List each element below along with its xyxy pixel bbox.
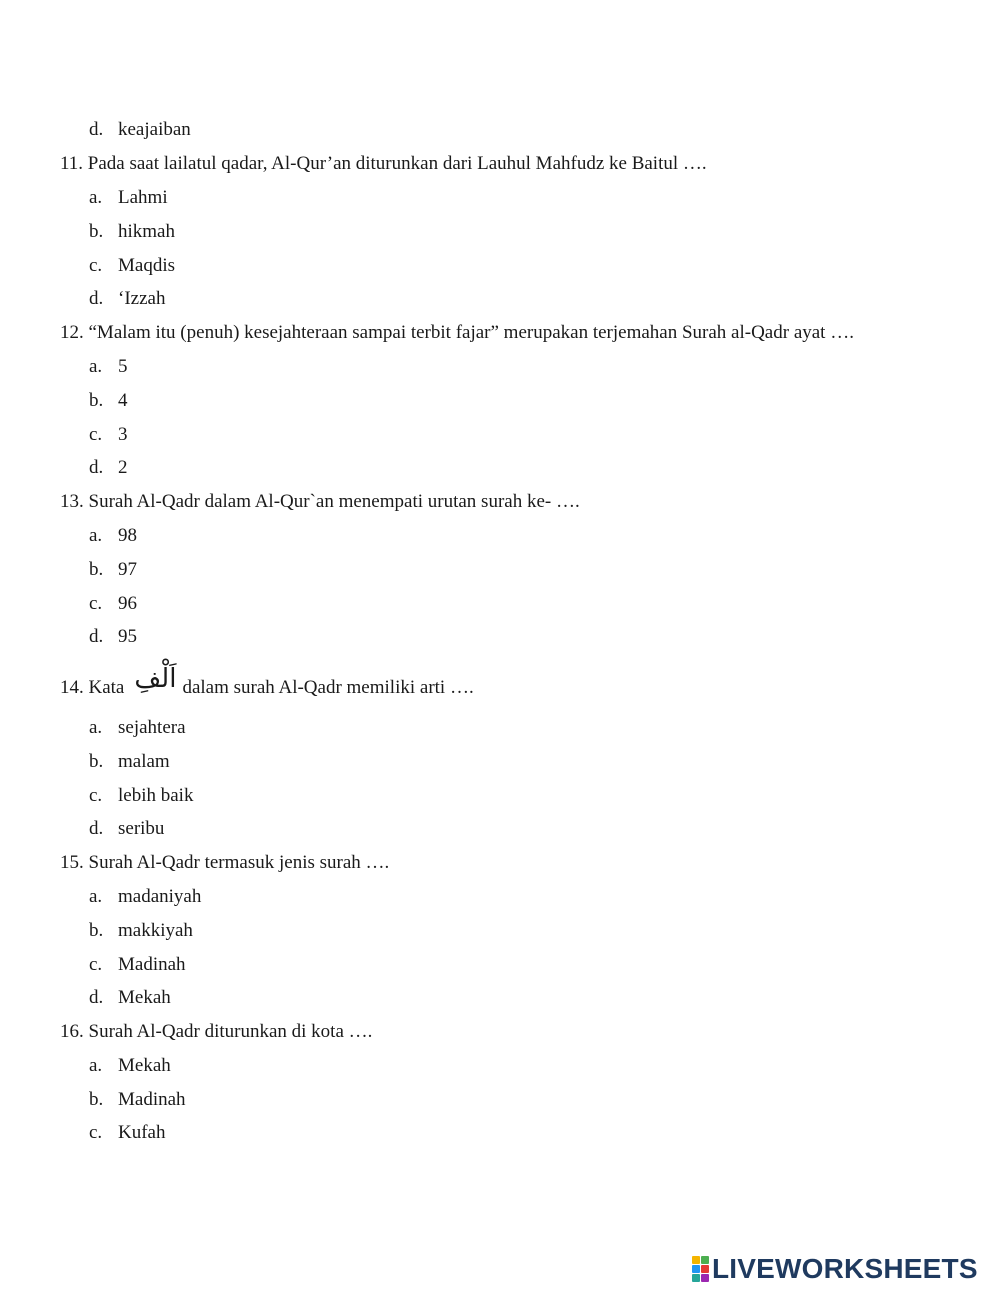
option-letter: b. <box>89 751 104 772</box>
option-letter: b. <box>89 1089 104 1110</box>
option-text: makkiyah <box>118 920 193 941</box>
question-text: “Malam itu (penuh) kesejahteraan sampai terbit fajar” merupakan terjemahan Surah al-Qadr ayat …. <box>88 322 854 343</box>
option-14-d[interactable] <box>89 818 164 840</box>
option-text: Mekah <box>118 1055 171 1076</box>
option-text: 97 <box>118 559 137 580</box>
option-15-d[interactable] <box>89 987 171 1009</box>
question-14 <box>60 664 474 699</box>
option-15-a[interactable] <box>89 886 201 908</box>
option-15-c[interactable] <box>89 954 186 976</box>
option-text: Madinah <box>118 1089 186 1110</box>
liveworksheets-wordmark: LIVEWORKSHEETS <box>712 1253 978 1284</box>
question-number: 11. <box>60 153 84 174</box>
option-letter: b. <box>89 920 104 941</box>
option-16-b[interactable] <box>89 1089 186 1111</box>
liveworksheets-logo-icon <box>692 1256 709 1282</box>
logo-square <box>701 1274 709 1282</box>
option-text: keajaiban <box>118 119 191 140</box>
logo-square <box>701 1256 709 1264</box>
option-letter: c. <box>89 593 103 614</box>
option-12-c[interactable] <box>89 424 128 446</box>
question-number: 12. <box>60 322 84 343</box>
option-14-a[interactable] <box>89 717 186 739</box>
option-letter: d. <box>89 457 104 478</box>
logo-square <box>701 1265 709 1273</box>
question-text-after: dalam surah Al-Qadr memiliki arti …. <box>182 677 474 698</box>
option-text: 3 <box>118 424 128 445</box>
option-12-b[interactable] <box>89 390 128 412</box>
option-letter: c. <box>89 1122 103 1143</box>
logo-square <box>692 1274 700 1282</box>
option-text: 5 <box>118 356 128 377</box>
logo-square <box>692 1265 700 1273</box>
option-text: Maqdis <box>118 255 175 276</box>
question-15 <box>60 852 389 874</box>
option-12-a[interactable] <box>89 356 128 378</box>
question-number: 14. <box>60 677 84 698</box>
option-14-b[interactable] <box>89 751 170 773</box>
liveworksheets-logo <box>692 1255 978 1283</box>
question-text: Surah Al-Qadr termasuk jenis surah …. <box>88 852 390 873</box>
option-13-d[interactable] <box>89 626 137 648</box>
option-letter: d. <box>89 119 104 140</box>
arabic-word: اَلْفِ <box>134 664 177 694</box>
question-text: Surah Al-Qadr diturunkan di kota …. <box>88 1021 373 1042</box>
option-text: sejahtera <box>118 717 186 738</box>
option-15-b[interactable] <box>89 920 193 942</box>
option-text: seribu <box>118 818 165 839</box>
option-text: 96 <box>118 593 137 614</box>
option-letter: c. <box>89 424 103 445</box>
option-letter: b. <box>89 559 104 580</box>
option-text: Madinah <box>118 954 186 975</box>
option-letter: d. <box>89 626 104 647</box>
option-letter: d. <box>89 987 104 1008</box>
option-13-c[interactable] <box>89 593 137 615</box>
option-16-c[interactable] <box>89 1122 165 1144</box>
option-text: 98 <box>118 525 137 546</box>
option-text: 2 <box>118 457 128 478</box>
option-text: Kufah <box>118 1122 166 1143</box>
option-letter: c. <box>89 954 103 975</box>
option-text: 4 <box>118 390 128 411</box>
question-number: 15. <box>60 852 84 873</box>
option-letter: a. <box>89 525 103 546</box>
option-letter: d. <box>89 818 104 839</box>
option-14-c[interactable] <box>89 785 193 807</box>
question-16 <box>60 1021 372 1043</box>
option-letter: c. <box>89 255 103 276</box>
option-11-b[interactable] <box>89 221 175 243</box>
option-text: lebih baik <box>118 785 194 806</box>
question-13 <box>60 491 580 513</box>
option-13-a[interactable] <box>89 525 137 547</box>
question-number: 13. <box>60 491 84 512</box>
option-11-c[interactable] <box>89 255 175 277</box>
question-text: Surah Al-Qadr dalam Al-Qur`an menempati urutan surah ke- …. <box>88 491 580 512</box>
option-10-d <box>89 119 191 141</box>
option-letter: a. <box>89 187 103 208</box>
option-letter: c. <box>89 785 103 806</box>
option-letter: a. <box>89 356 103 377</box>
option-letter: a. <box>89 1055 103 1076</box>
option-11-a[interactable] <box>89 187 168 209</box>
question-text-before: Kata <box>88 677 125 698</box>
option-letter: a. <box>89 717 103 738</box>
option-letter: a. <box>89 886 103 907</box>
option-text: Lahmi <box>118 187 168 208</box>
option-text: Mekah <box>118 987 171 1008</box>
question-number: 16. <box>60 1021 84 1042</box>
option-12-d[interactable] <box>89 457 128 479</box>
option-letter: b. <box>89 221 104 242</box>
question-12 <box>60 322 854 344</box>
option-letter: b. <box>89 390 104 411</box>
logo-square <box>692 1256 700 1264</box>
option-text: ‘Izzah <box>118 288 166 309</box>
option-16-a[interactable] <box>89 1055 171 1077</box>
option-11-d[interactable] <box>89 288 165 310</box>
option-13-b[interactable] <box>89 559 137 581</box>
option-letter: d. <box>89 288 104 309</box>
question-text: Pada saat lailatul qadar, Al-Qur’an diturunkan dari Lauhul Mahfudz ke Baitul …. <box>87 153 707 174</box>
option-text: hikmah <box>118 221 175 242</box>
option-text: malam <box>118 751 170 772</box>
option-text: madaniyah <box>118 886 202 907</box>
question-11 <box>60 153 707 175</box>
option-text: 95 <box>118 626 137 647</box>
